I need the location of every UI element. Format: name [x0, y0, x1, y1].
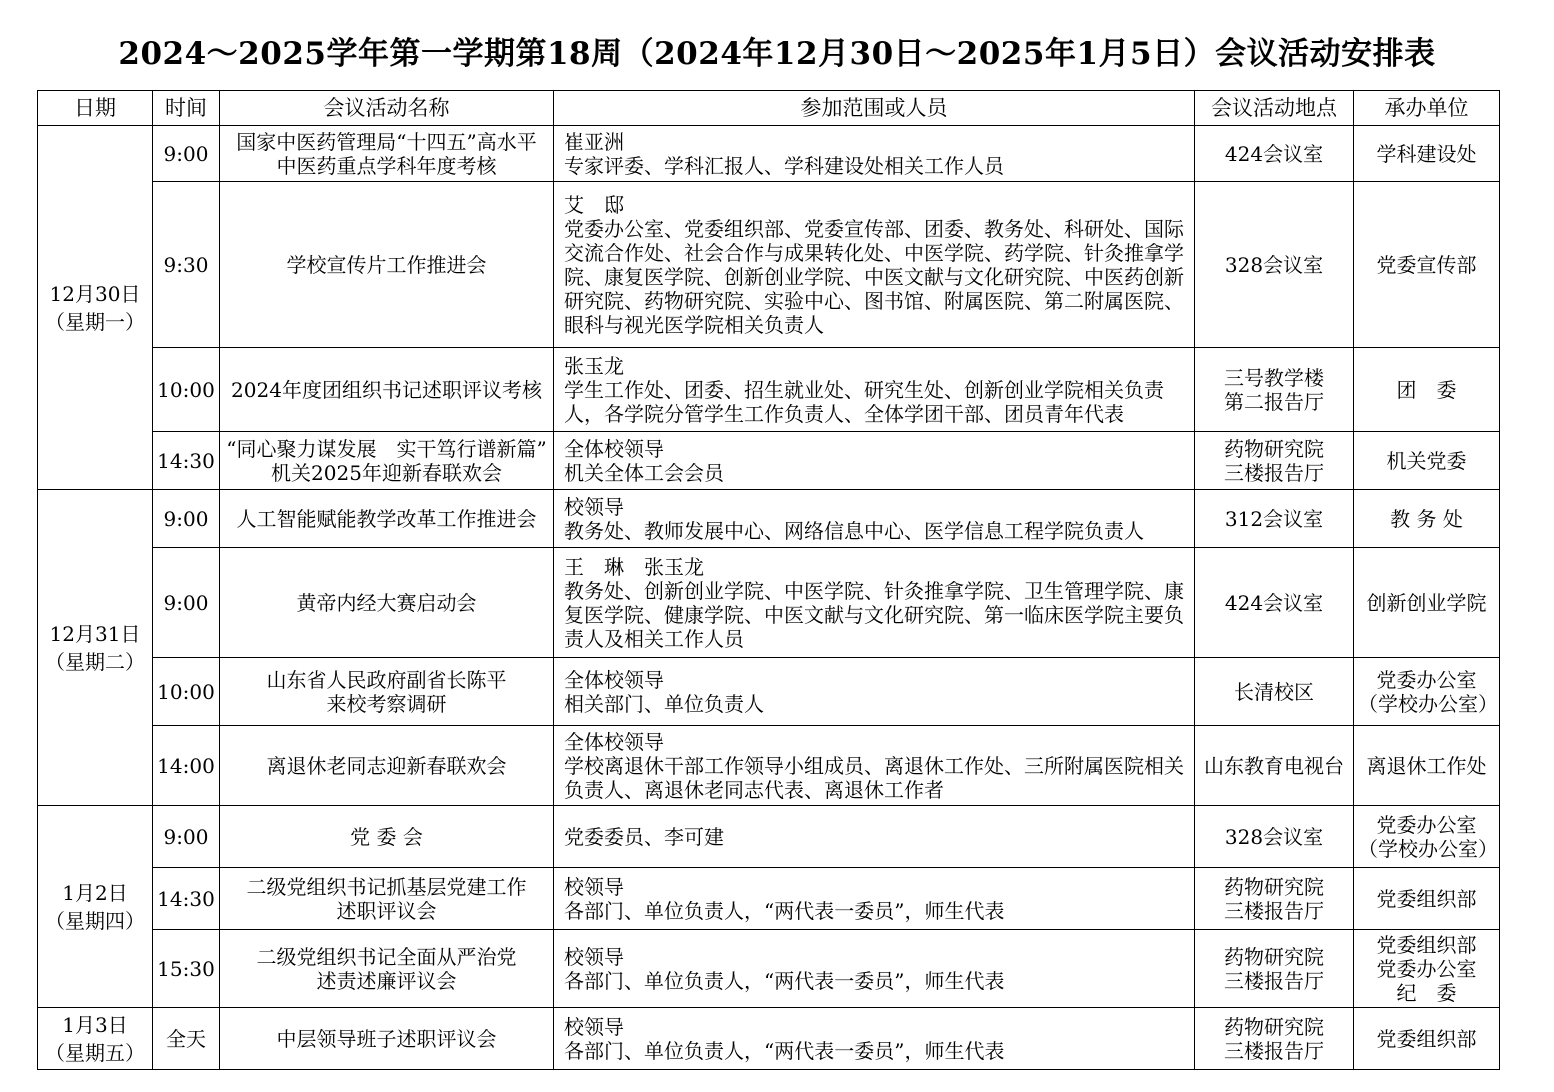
host-cell [1354, 930, 1500, 1008]
location-line: 三号教学楼 [1224, 365, 1324, 390]
table-row [38, 126, 1500, 182]
host-line: 学科建设处 [1376, 141, 1477, 166]
weekday-text: （星期四） [45, 908, 145, 933]
header-participants: 参加范围或人员 [554, 91, 1195, 126]
participants-cell [554, 1008, 1195, 1070]
table-row [38, 868, 1500, 930]
event-name-cell [220, 726, 554, 806]
table-row [38, 182, 1500, 348]
host-cell [1354, 348, 1500, 432]
event-name-line: “同心聚力谋发展 实干笃行谱新篇” [226, 436, 547, 461]
event-name-cell [220, 930, 554, 1008]
header-name: 会议活动名称 [220, 91, 554, 126]
participants-cell [554, 868, 1195, 930]
location-cell [1195, 868, 1354, 930]
event-name-cell [220, 548, 554, 658]
time-cell: 9:00 [153, 126, 220, 182]
location-cell [1195, 658, 1354, 726]
event-name-line: 人工智能赋能教学改革工作推进会 [236, 506, 537, 531]
time-cell: 15:30 [153, 930, 220, 1008]
schedule-table [37, 90, 1500, 1070]
event-name-line: 黄帝内经大赛启动会 [296, 590, 477, 615]
participants-text: 专家评委、学科汇报人、学科建设处相关工作人员 [564, 153, 1004, 178]
event-name-line: 中医药重点学科年度考核 [276, 153, 497, 178]
event-name-line: 中层领导班子述职评议会 [276, 1026, 497, 1051]
host-line: （学校办公室） [1358, 691, 1498, 716]
participants-cell [554, 432, 1195, 490]
date-cell [38, 490, 153, 806]
participants-cell [554, 126, 1195, 182]
date-cell [38, 1008, 153, 1070]
event-name-line: 述责述廉评议会 [316, 968, 457, 993]
host-line: 纪 委 [1396, 980, 1457, 1005]
time-cell: 14:00 [153, 726, 220, 806]
location-line: 三楼报告厅 [1224, 968, 1324, 993]
host-line: 党委组织部 [1376, 932, 1477, 957]
leaders-text: 校领导 [564, 1014, 624, 1039]
time-cell: 14:30 [153, 868, 220, 930]
time-cell: 10:00 [153, 348, 220, 432]
participants-text: 教务处、教师发展中心、网络信息中心、医学信息工程学院负责人 [564, 518, 1144, 543]
participants-text: 各部门、单位负责人，“两代表一委员”，师生代表 [564, 968, 1005, 993]
location-cell [1195, 1008, 1354, 1070]
location-line: 药物研究院 [1224, 436, 1324, 461]
time-cell: 9:00 [153, 490, 220, 548]
host-line: 党委办公室 [1376, 667, 1477, 692]
host-cell [1354, 126, 1500, 182]
participants-cell [554, 490, 1195, 548]
participants-text: 学校离退休干部工作领导小组成员、离退休工作处、三所附属医院相关负责人、离退休老同志代表、离退休工作者 [564, 753, 1184, 802]
event-name-cell [220, 182, 554, 348]
participants-cell [554, 658, 1195, 726]
leaders-text: 艾 邸 [564, 192, 624, 217]
event-name-cell [220, 490, 554, 548]
leaders-text: 全体校领导 [564, 729, 664, 754]
event-name-cell [220, 658, 554, 726]
host-cell [1354, 1008, 1500, 1070]
host-line: 党委组织部 [1376, 1026, 1477, 1051]
host-cell [1354, 182, 1500, 348]
weekday-text: （星期二） [45, 649, 145, 674]
date-text: 1月3日 [62, 1012, 128, 1037]
participants-text: 党委委员、李可建 [564, 824, 724, 849]
location-line: 药物研究院 [1224, 1014, 1324, 1039]
host-cell [1354, 658, 1500, 726]
location-cell [1195, 806, 1354, 868]
participants-cell [554, 182, 1195, 348]
host-line: 教 务 处 [1390, 506, 1463, 531]
schedule-body [38, 126, 1500, 1070]
table-row [38, 548, 1500, 658]
leaders-text: 校领导 [564, 494, 624, 519]
leaders-text: 校领导 [564, 944, 624, 969]
leaders-text: 全体校领导 [564, 667, 664, 692]
location-line: 312会议室 [1224, 506, 1324, 531]
location-cell [1195, 726, 1354, 806]
location-line: 山东教育电视台 [1204, 753, 1344, 778]
participants-cell [554, 348, 1195, 432]
event-name-line: 来校考察调研 [326, 691, 447, 716]
host-line: 离退休工作处 [1366, 753, 1487, 778]
location-line: 328会议室 [1224, 252, 1324, 277]
participants-cell [554, 930, 1195, 1008]
location-cell [1195, 490, 1354, 548]
host-cell [1354, 432, 1500, 490]
host-line: （学校办公室） [1358, 836, 1498, 861]
table-row [38, 432, 1500, 490]
host-line: 党委办公室 [1376, 812, 1477, 837]
table-row [38, 658, 1500, 726]
location-line: 第二报告厅 [1224, 389, 1324, 414]
date-text: 12月30日 [49, 281, 141, 306]
header-host: 承办单位 [1354, 91, 1500, 126]
location-line: 328会议室 [1224, 824, 1324, 849]
event-name-line: 党 委 会 [350, 824, 423, 849]
table-row [38, 726, 1500, 806]
leaders-text: 张玉龙 [564, 353, 624, 378]
event-name-line: 二级党组织书记抓基层党建工作 [246, 874, 527, 899]
participants-text: 各部门、单位负责人，“两代表一委员”，师生代表 [564, 898, 1005, 923]
participants-text: 相关部门、单位负责人 [564, 691, 764, 716]
participants-text: 党委办公室、党委组织部、党委宣传部、团委、教务处、科研处、国际交流合作处、社会合作与成果转化处、中医学院、药学院、针灸推拿学院、康复医学院、创新创业学院、中医文献与文化研究院、中医药创新研究院、药物研究院、实验中心、图书馆、附属医院、第二附属医院、眼科与视光医学院相关负责人 [564, 216, 1184, 337]
participants-cell [554, 726, 1195, 806]
time-cell: 10:00 [153, 658, 220, 726]
location-cell [1195, 930, 1354, 1008]
leaders-text: 王 琳 张玉龙 [564, 554, 704, 579]
location-line: 长清校区 [1234, 679, 1314, 704]
leaders-text: 校领导 [564, 874, 624, 899]
location-cell [1195, 548, 1354, 658]
time-cell: 9:30 [153, 182, 220, 348]
weekday-text: （星期一） [45, 309, 145, 334]
host-cell [1354, 490, 1500, 548]
time-cell: 全天 [153, 1008, 220, 1070]
location-line: 药物研究院 [1224, 874, 1324, 899]
location-line: 424会议室 [1224, 590, 1324, 615]
page-title: 2024～2025学年第一学期第18周（2024年12月30日～2025年1月5日）会议活动安排表 [118, 36, 1436, 72]
table-row [38, 806, 1500, 868]
leaders-text: 崔亚洲 [564, 129, 624, 154]
location-cell [1195, 348, 1354, 432]
host-line: 机关党委 [1386, 448, 1467, 473]
participants-text: 机关全体工会会员 [564, 460, 724, 485]
location-line: 三楼报告厅 [1224, 1038, 1324, 1063]
host-cell [1354, 726, 1500, 806]
event-name-line: 机关2025年迎新春联欢会 [271, 460, 502, 485]
weekday-text: （星期五） [45, 1040, 145, 1065]
event-name-line: 述职评议会 [336, 898, 437, 923]
event-name-line: 学校宣传片工作推进会 [286, 252, 487, 277]
event-name-cell [220, 806, 554, 868]
location-cell [1195, 126, 1354, 182]
participants-text: 学生工作处、团委、招生就业处、研究生处、创新创业学院相关负责人，各学院分管学生工作负责人、全体学团干部、团员青年代表 [564, 377, 1164, 426]
leaders-text: 全体校领导 [564, 436, 664, 461]
participants-cell [554, 548, 1195, 658]
header-time: 时间 [153, 91, 220, 126]
event-name-cell [220, 126, 554, 182]
location-line: 三楼报告厅 [1224, 898, 1324, 923]
table-row [38, 930, 1500, 1008]
participants-text: 教务处、创新创业学院、中医学院、针灸推拿学院、卫生管理学院、康复医学院、健康学院、中医文献与文化研究院、第一临床医学院主要负责人及相关工作人员 [564, 578, 1184, 651]
event-name-line: 山东省人民政府副省长陈平 [266, 667, 507, 692]
event-name-line: 二级党组织书记全面从严治党 [256, 944, 517, 969]
time-cell: 9:00 [153, 806, 220, 868]
host-cell [1354, 806, 1500, 868]
host-line: 党委宣传部 [1376, 252, 1477, 277]
date-text: 12月31日 [49, 621, 141, 646]
event-name-line: 离退休老同志迎新春联欢会 [266, 753, 507, 778]
host-line: 党委组织部 [1376, 886, 1477, 911]
participants-cell [554, 806, 1195, 868]
event-name-cell [220, 1008, 554, 1070]
time-cell: 14:30 [153, 432, 220, 490]
event-name-line: 2024年度团组织书记述职评议考核 [231, 377, 542, 402]
host-cell [1354, 548, 1500, 658]
location-cell [1195, 182, 1354, 348]
event-name-line: 国家中医药管理局“十四五”高水平 [236, 129, 537, 154]
location-line: 药物研究院 [1224, 944, 1324, 969]
location-line: 三楼报告厅 [1224, 460, 1324, 485]
table-row [38, 1008, 1500, 1070]
table-row [38, 490, 1500, 548]
date-text: 1月2日 [62, 880, 128, 905]
event-name-cell [220, 348, 554, 432]
header-date: 日期 [38, 91, 153, 126]
header-location: 会议活动地点 [1195, 91, 1354, 126]
header-row [38, 91, 1500, 126]
table-row [38, 348, 1500, 432]
date-cell [38, 806, 153, 1008]
host-line: 党委办公室 [1376, 956, 1477, 981]
time-cell: 9:00 [153, 548, 220, 658]
date-cell [38, 126, 153, 490]
location-line: 424会议室 [1224, 141, 1324, 166]
participants-text: 各部门、单位负责人，“两代表一委员”，师生代表 [564, 1038, 1005, 1063]
host-line: 创新创业学院 [1366, 590, 1487, 615]
host-cell [1354, 868, 1500, 930]
location-cell [1195, 432, 1354, 490]
event-name-cell [220, 868, 554, 930]
event-name-cell [220, 432, 554, 490]
host-line: 团 委 [1396, 377, 1457, 402]
